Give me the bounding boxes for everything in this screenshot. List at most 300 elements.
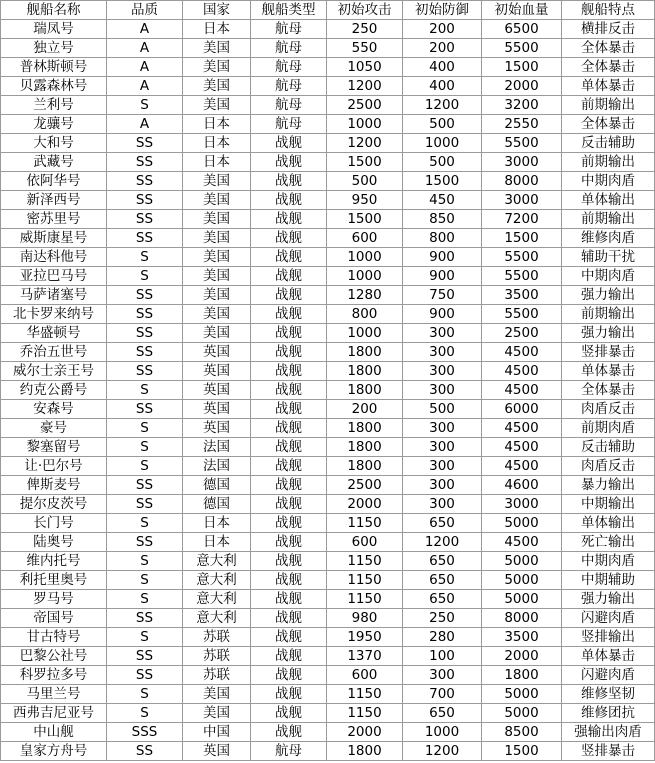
country-cell: 英国 — [183, 419, 251, 438]
feature-cell: 维修肉盾 — [562, 229, 655, 248]
country-cell: 美国 — [183, 685, 251, 704]
header-defense: 初始防御 — [403, 1, 482, 20]
attack-cell: 1370 — [327, 647, 403, 666]
ship-name-cell: 中山舰 — [1, 723, 107, 742]
table-row — [1, 153, 655, 172]
attack-cell: 2000 — [327, 495, 403, 514]
country-cell: 美国 — [183, 704, 251, 723]
grade-cell: S — [107, 685, 183, 704]
hp-cell: 4500 — [482, 419, 562, 438]
hp-cell: 5000 — [482, 552, 562, 571]
ship-name-cell: 南达科他号 — [1, 248, 107, 267]
defense-cell: 650 — [403, 590, 482, 609]
country-cell: 美国 — [183, 96, 251, 115]
header-row — [1, 1, 655, 20]
grade-cell: S — [107, 457, 183, 476]
type-cell: 航母 — [251, 742, 327, 761]
feature-cell: 前期肉盾 — [562, 419, 655, 438]
country-cell: 英国 — [183, 742, 251, 761]
type-cell: 战舰 — [251, 609, 327, 628]
hp-cell: 6000 — [482, 400, 562, 419]
table-row — [1, 58, 655, 77]
country-cell: 法国 — [183, 457, 251, 476]
type-cell: 战舰 — [251, 248, 327, 267]
hp-cell: 4500 — [482, 343, 562, 362]
country-cell: 美国 — [183, 172, 251, 191]
defense-cell: 700 — [403, 685, 482, 704]
country-cell: 日本 — [183, 115, 251, 134]
ship-name-cell: 马里兰号 — [1, 685, 107, 704]
table-row — [1, 742, 655, 761]
table-row — [1, 723, 655, 742]
hp-cell: 4500 — [482, 381, 562, 400]
attack-cell: 200 — [327, 400, 403, 419]
table-row — [1, 571, 655, 590]
feature-cell: 单体暴击 — [562, 77, 655, 96]
ship-name-cell: 乔治五世号 — [1, 343, 107, 362]
hp-cell: 4500 — [482, 362, 562, 381]
feature-cell: 单体暴击 — [562, 647, 655, 666]
ship-name-cell: 西弗吉尼亚号 — [1, 704, 107, 723]
defense-cell: 400 — [403, 58, 482, 77]
feature-cell: 中期肉盾 — [562, 552, 655, 571]
type-cell: 航母 — [251, 58, 327, 77]
type-cell: 战舰 — [251, 191, 327, 210]
grade-cell: S — [107, 704, 183, 723]
type-cell: 战舰 — [251, 305, 327, 324]
country-cell: 意大利 — [183, 552, 251, 571]
type-cell: 战舰 — [251, 685, 327, 704]
ship-name-cell: 威斯康星号 — [1, 229, 107, 248]
ship-name-cell: 龙骧号 — [1, 115, 107, 134]
table-row — [1, 666, 655, 685]
hp-cell: 1500 — [482, 58, 562, 77]
grade-cell: A — [107, 77, 183, 96]
grade-cell: S — [107, 571, 183, 590]
attack-cell: 600 — [327, 666, 403, 685]
attack-cell: 1800 — [327, 438, 403, 457]
ship-name-cell: 巴黎公社号 — [1, 647, 107, 666]
ship-name-cell: 亚拉巴马号 — [1, 267, 107, 286]
country-cell: 英国 — [183, 400, 251, 419]
ship-name-cell: 马萨诸塞号 — [1, 286, 107, 305]
table-header — [1, 1, 655, 20]
defense-cell: 850 — [403, 210, 482, 229]
type-cell: 战舰 — [251, 571, 327, 590]
grade-cell: S — [107, 267, 183, 286]
table-row — [1, 115, 655, 134]
grade-cell: S — [107, 248, 183, 267]
feature-cell: 前期输出 — [562, 210, 655, 229]
defense-cell: 300 — [403, 324, 482, 343]
grade-cell: S — [107, 628, 183, 647]
ship-name-cell: 陆奥号 — [1, 533, 107, 552]
table-row — [1, 590, 655, 609]
grade-cell: SS — [107, 476, 183, 495]
hp-cell: 4500 — [482, 457, 562, 476]
feature-cell: 强力输出 — [562, 590, 655, 609]
country-cell: 美国 — [183, 210, 251, 229]
type-cell: 战舰 — [251, 153, 327, 172]
ship-name-cell: 大和号 — [1, 134, 107, 153]
grade-cell: A — [107, 115, 183, 134]
type-cell: 战舰 — [251, 267, 327, 286]
country-cell: 英国 — [183, 362, 251, 381]
defense-cell: 100 — [403, 647, 482, 666]
ship-name-cell: 威尔士亲王号 — [1, 362, 107, 381]
type-cell: 战舰 — [251, 723, 327, 742]
country-cell: 美国 — [183, 191, 251, 210]
country-cell: 美国 — [183, 305, 251, 324]
defense-cell: 300 — [403, 495, 482, 514]
attack-cell: 800 — [327, 305, 403, 324]
country-cell: 法国 — [183, 438, 251, 457]
type-cell: 航母 — [251, 39, 327, 58]
grade-cell: A — [107, 58, 183, 77]
type-cell: 战舰 — [251, 134, 327, 153]
hp-cell: 2500 — [482, 324, 562, 343]
header-ship-type: 舰船类型 — [251, 1, 327, 20]
table-row — [1, 685, 655, 704]
ship-name-cell: 普林斯顿号 — [1, 58, 107, 77]
country-cell: 中国 — [183, 723, 251, 742]
hp-cell: 6500 — [482, 20, 562, 39]
defense-cell: 200 — [403, 20, 482, 39]
hp-cell: 4500 — [482, 438, 562, 457]
type-cell: 战舰 — [251, 647, 327, 666]
grade-cell: SS — [107, 533, 183, 552]
attack-cell: 1200 — [327, 77, 403, 96]
grade-cell: S — [107, 590, 183, 609]
type-cell: 战舰 — [251, 476, 327, 495]
type-cell: 战舰 — [251, 362, 327, 381]
country-cell: 美国 — [183, 248, 251, 267]
attack-cell: 2500 — [327, 96, 403, 115]
grade-cell: SS — [107, 172, 183, 191]
hp-cell: 4600 — [482, 476, 562, 495]
grade-cell: SS — [107, 191, 183, 210]
attack-cell: 600 — [327, 229, 403, 248]
header-feature: 舰船特点 — [562, 1, 655, 20]
grade-cell: S — [107, 381, 183, 400]
table-row — [1, 381, 655, 400]
defense-cell: 450 — [403, 191, 482, 210]
grade-cell: SS — [107, 742, 183, 761]
table-row — [1, 704, 655, 723]
attack-cell: 1280 — [327, 286, 403, 305]
hp-cell: 3200 — [482, 96, 562, 115]
ship-name-cell: 北卡罗来纳号 — [1, 305, 107, 324]
table-row — [1, 210, 655, 229]
type-cell: 战舰 — [251, 210, 327, 229]
country-cell: 美国 — [183, 267, 251, 286]
ship-name-cell: 华盛顿号 — [1, 324, 107, 343]
defense-cell: 900 — [403, 305, 482, 324]
defense-cell: 300 — [403, 362, 482, 381]
defense-cell: 1200 — [403, 533, 482, 552]
feature-cell: 全体暴击 — [562, 58, 655, 77]
country-cell: 英国 — [183, 381, 251, 400]
attack-cell: 1150 — [327, 685, 403, 704]
type-cell: 战舰 — [251, 324, 327, 343]
ship-name-cell: 安森号 — [1, 400, 107, 419]
grade-cell: S — [107, 438, 183, 457]
defense-cell: 300 — [403, 419, 482, 438]
type-cell: 战舰 — [251, 514, 327, 533]
hp-cell: 2000 — [482, 647, 562, 666]
country-cell: 美国 — [183, 324, 251, 343]
defense-cell: 300 — [403, 666, 482, 685]
table-row — [1, 305, 655, 324]
grade-cell: A — [107, 20, 183, 39]
type-cell: 战舰 — [251, 552, 327, 571]
feature-cell: 强输出肉盾 — [562, 723, 655, 742]
defense-cell: 500 — [403, 115, 482, 134]
table-row — [1, 628, 655, 647]
ship-name-cell: 约克公爵号 — [1, 381, 107, 400]
feature-cell: 全体暴击 — [562, 115, 655, 134]
grade-cell: SS — [107, 343, 183, 362]
hp-cell: 3500 — [482, 628, 562, 647]
grade-cell: SS — [107, 229, 183, 248]
table-row — [1, 552, 655, 571]
country-cell: 苏联 — [183, 647, 251, 666]
type-cell: 战舰 — [251, 590, 327, 609]
country-cell: 美国 — [183, 39, 251, 58]
ship-name-cell: 密苏里号 — [1, 210, 107, 229]
grade-cell: A — [107, 39, 183, 58]
ship-name-cell: 罗马号 — [1, 590, 107, 609]
attack-cell: 1200 — [327, 134, 403, 153]
ship-name-cell: 依阿华号 — [1, 172, 107, 191]
type-cell: 航母 — [251, 115, 327, 134]
type-cell: 战舰 — [251, 457, 327, 476]
type-cell: 战舰 — [251, 229, 327, 248]
type-cell: 航母 — [251, 20, 327, 39]
defense-cell: 750 — [403, 286, 482, 305]
table-body — [1, 20, 655, 761]
grade-cell: SS — [107, 305, 183, 324]
defense-cell: 650 — [403, 514, 482, 533]
grade-cell: SS — [107, 400, 183, 419]
feature-cell: 竖排输出 — [562, 628, 655, 647]
hp-cell: 5000 — [482, 704, 562, 723]
hp-cell: 1500 — [482, 742, 562, 761]
country-cell: 苏联 — [183, 628, 251, 647]
hp-cell: 5500 — [482, 267, 562, 286]
defense-cell: 280 — [403, 628, 482, 647]
defense-cell: 900 — [403, 248, 482, 267]
table-row — [1, 400, 655, 419]
feature-cell: 强力输出 — [562, 324, 655, 343]
table-row — [1, 248, 655, 267]
defense-cell: 1000 — [403, 134, 482, 153]
feature-cell: 单体输出 — [562, 191, 655, 210]
hp-cell: 8000 — [482, 172, 562, 191]
attack-cell: 550 — [327, 39, 403, 58]
table-row — [1, 419, 655, 438]
attack-cell: 1150 — [327, 571, 403, 590]
attack-cell: 1000 — [327, 115, 403, 134]
attack-cell: 500 — [327, 172, 403, 191]
hp-cell: 3000 — [482, 153, 562, 172]
attack-cell: 1150 — [327, 552, 403, 571]
ship-name-cell: 贝露森林号 — [1, 77, 107, 96]
country-cell: 美国 — [183, 58, 251, 77]
grade-cell: SS — [107, 210, 183, 229]
table-row — [1, 647, 655, 666]
ship-name-cell: 长门号 — [1, 514, 107, 533]
attack-cell: 1050 — [327, 58, 403, 77]
ship-name-cell: 豪号 — [1, 419, 107, 438]
feature-cell: 维修团抗 — [562, 704, 655, 723]
header-country: 国家 — [183, 1, 251, 20]
hp-cell: 3000 — [482, 191, 562, 210]
attack-cell: 1800 — [327, 457, 403, 476]
feature-cell: 全体暴击 — [562, 39, 655, 58]
grade-cell: S — [107, 96, 183, 115]
table-row — [1, 533, 655, 552]
ship-name-cell: 维内托号 — [1, 552, 107, 571]
country-cell: 日本 — [183, 134, 251, 153]
defense-cell: 650 — [403, 571, 482, 590]
feature-cell: 辅助干扰 — [562, 248, 655, 267]
country-cell: 苏联 — [183, 666, 251, 685]
feature-cell: 全体暴击 — [562, 381, 655, 400]
hp-cell: 8000 — [482, 609, 562, 628]
header-ship-name: 舰船名称 — [1, 1, 107, 20]
country-cell: 美国 — [183, 77, 251, 96]
table-row — [1, 39, 655, 58]
ship-name-cell: 帝国号 — [1, 609, 107, 628]
attack-cell: 950 — [327, 191, 403, 210]
feature-cell: 前期输出 — [562, 153, 655, 172]
attack-cell: 2000 — [327, 723, 403, 742]
attack-cell: 1800 — [327, 381, 403, 400]
type-cell: 战舰 — [251, 172, 327, 191]
hp-cell: 5500 — [482, 39, 562, 58]
attack-cell: 250 — [327, 20, 403, 39]
country-cell: 美国 — [183, 286, 251, 305]
grade-cell: S — [107, 419, 183, 438]
attack-cell: 1150 — [327, 704, 403, 723]
table-row — [1, 229, 655, 248]
table-row — [1, 476, 655, 495]
country-cell: 意大利 — [183, 571, 251, 590]
attack-cell: 1800 — [327, 343, 403, 362]
type-cell: 航母 — [251, 96, 327, 115]
attack-cell: 1150 — [327, 590, 403, 609]
defense-cell: 1500 — [403, 172, 482, 191]
feature-cell: 肉盾反击 — [562, 457, 655, 476]
type-cell: 战舰 — [251, 495, 327, 514]
table-row — [1, 514, 655, 533]
country-cell: 日本 — [183, 514, 251, 533]
grade-cell: SS — [107, 362, 183, 381]
ship-name-cell: 让·巴尔号 — [1, 457, 107, 476]
attack-cell: 600 — [327, 533, 403, 552]
defense-cell: 300 — [403, 381, 482, 400]
ship-name-cell: 俾斯麦号 — [1, 476, 107, 495]
table-row — [1, 362, 655, 381]
defense-cell: 1000 — [403, 723, 482, 742]
grade-cell: SS — [107, 134, 183, 153]
feature-cell: 强力输出 — [562, 286, 655, 305]
country-cell: 意大利 — [183, 609, 251, 628]
attack-cell: 1000 — [327, 324, 403, 343]
country-cell: 德国 — [183, 495, 251, 514]
table-row — [1, 20, 655, 39]
hp-cell: 5500 — [482, 134, 562, 153]
feature-cell: 单体暴击 — [562, 362, 655, 381]
type-cell: 战舰 — [251, 533, 327, 552]
hp-cell: 5000 — [482, 685, 562, 704]
attack-cell: 1150 — [327, 514, 403, 533]
feature-cell: 中期输出 — [562, 495, 655, 514]
feature-cell: 单体输出 — [562, 514, 655, 533]
defense-cell: 250 — [403, 609, 482, 628]
attack-cell: 1000 — [327, 248, 403, 267]
feature-cell: 死亡输出 — [562, 533, 655, 552]
defense-cell: 1200 — [403, 742, 482, 761]
grade-cell: SS — [107, 153, 183, 172]
table-row — [1, 286, 655, 305]
table-row — [1, 495, 655, 514]
country-cell: 美国 — [183, 229, 251, 248]
grade-cell: SS — [107, 666, 183, 685]
country-cell: 德国 — [183, 476, 251, 495]
defense-cell: 900 — [403, 267, 482, 286]
defense-cell: 300 — [403, 476, 482, 495]
ship-name-cell: 皇家方舟号 — [1, 742, 107, 761]
hp-cell: 5500 — [482, 305, 562, 324]
attack-cell: 2500 — [327, 476, 403, 495]
table-row — [1, 324, 655, 343]
type-cell: 战舰 — [251, 419, 327, 438]
attack-cell: 1500 — [327, 210, 403, 229]
table-row — [1, 134, 655, 153]
hp-cell: 3000 — [482, 495, 562, 514]
table-row — [1, 96, 655, 115]
defense-cell: 300 — [403, 438, 482, 457]
ship-name-cell: 甘古特号 — [1, 628, 107, 647]
type-cell: 战舰 — [251, 666, 327, 685]
hp-cell: 5500 — [482, 248, 562, 267]
feature-cell: 闪避肉盾 — [562, 666, 655, 685]
grade-cell: SS — [107, 286, 183, 305]
hp-cell: 1500 — [482, 229, 562, 248]
feature-cell: 维修坚韧 — [562, 685, 655, 704]
type-cell: 战舰 — [251, 400, 327, 419]
type-cell: 战舰 — [251, 704, 327, 723]
ship-name-cell: 科罗拉多号 — [1, 666, 107, 685]
defense-cell: 500 — [403, 153, 482, 172]
feature-cell: 肉盾反击 — [562, 400, 655, 419]
feature-cell: 竖排暴击 — [562, 742, 655, 761]
header-hp: 初始血量 — [482, 1, 562, 20]
attack-cell: 1800 — [327, 362, 403, 381]
table-row — [1, 457, 655, 476]
table-row — [1, 77, 655, 96]
ship-name-cell: 利托里奥号 — [1, 571, 107, 590]
header-grade: 品质 — [107, 1, 183, 20]
feature-cell: 反击辅助 — [562, 438, 655, 457]
hp-cell: 5000 — [482, 514, 562, 533]
defense-cell: 400 — [403, 77, 482, 96]
hp-cell: 3500 — [482, 286, 562, 305]
hp-cell: 5000 — [482, 590, 562, 609]
table-row — [1, 609, 655, 628]
